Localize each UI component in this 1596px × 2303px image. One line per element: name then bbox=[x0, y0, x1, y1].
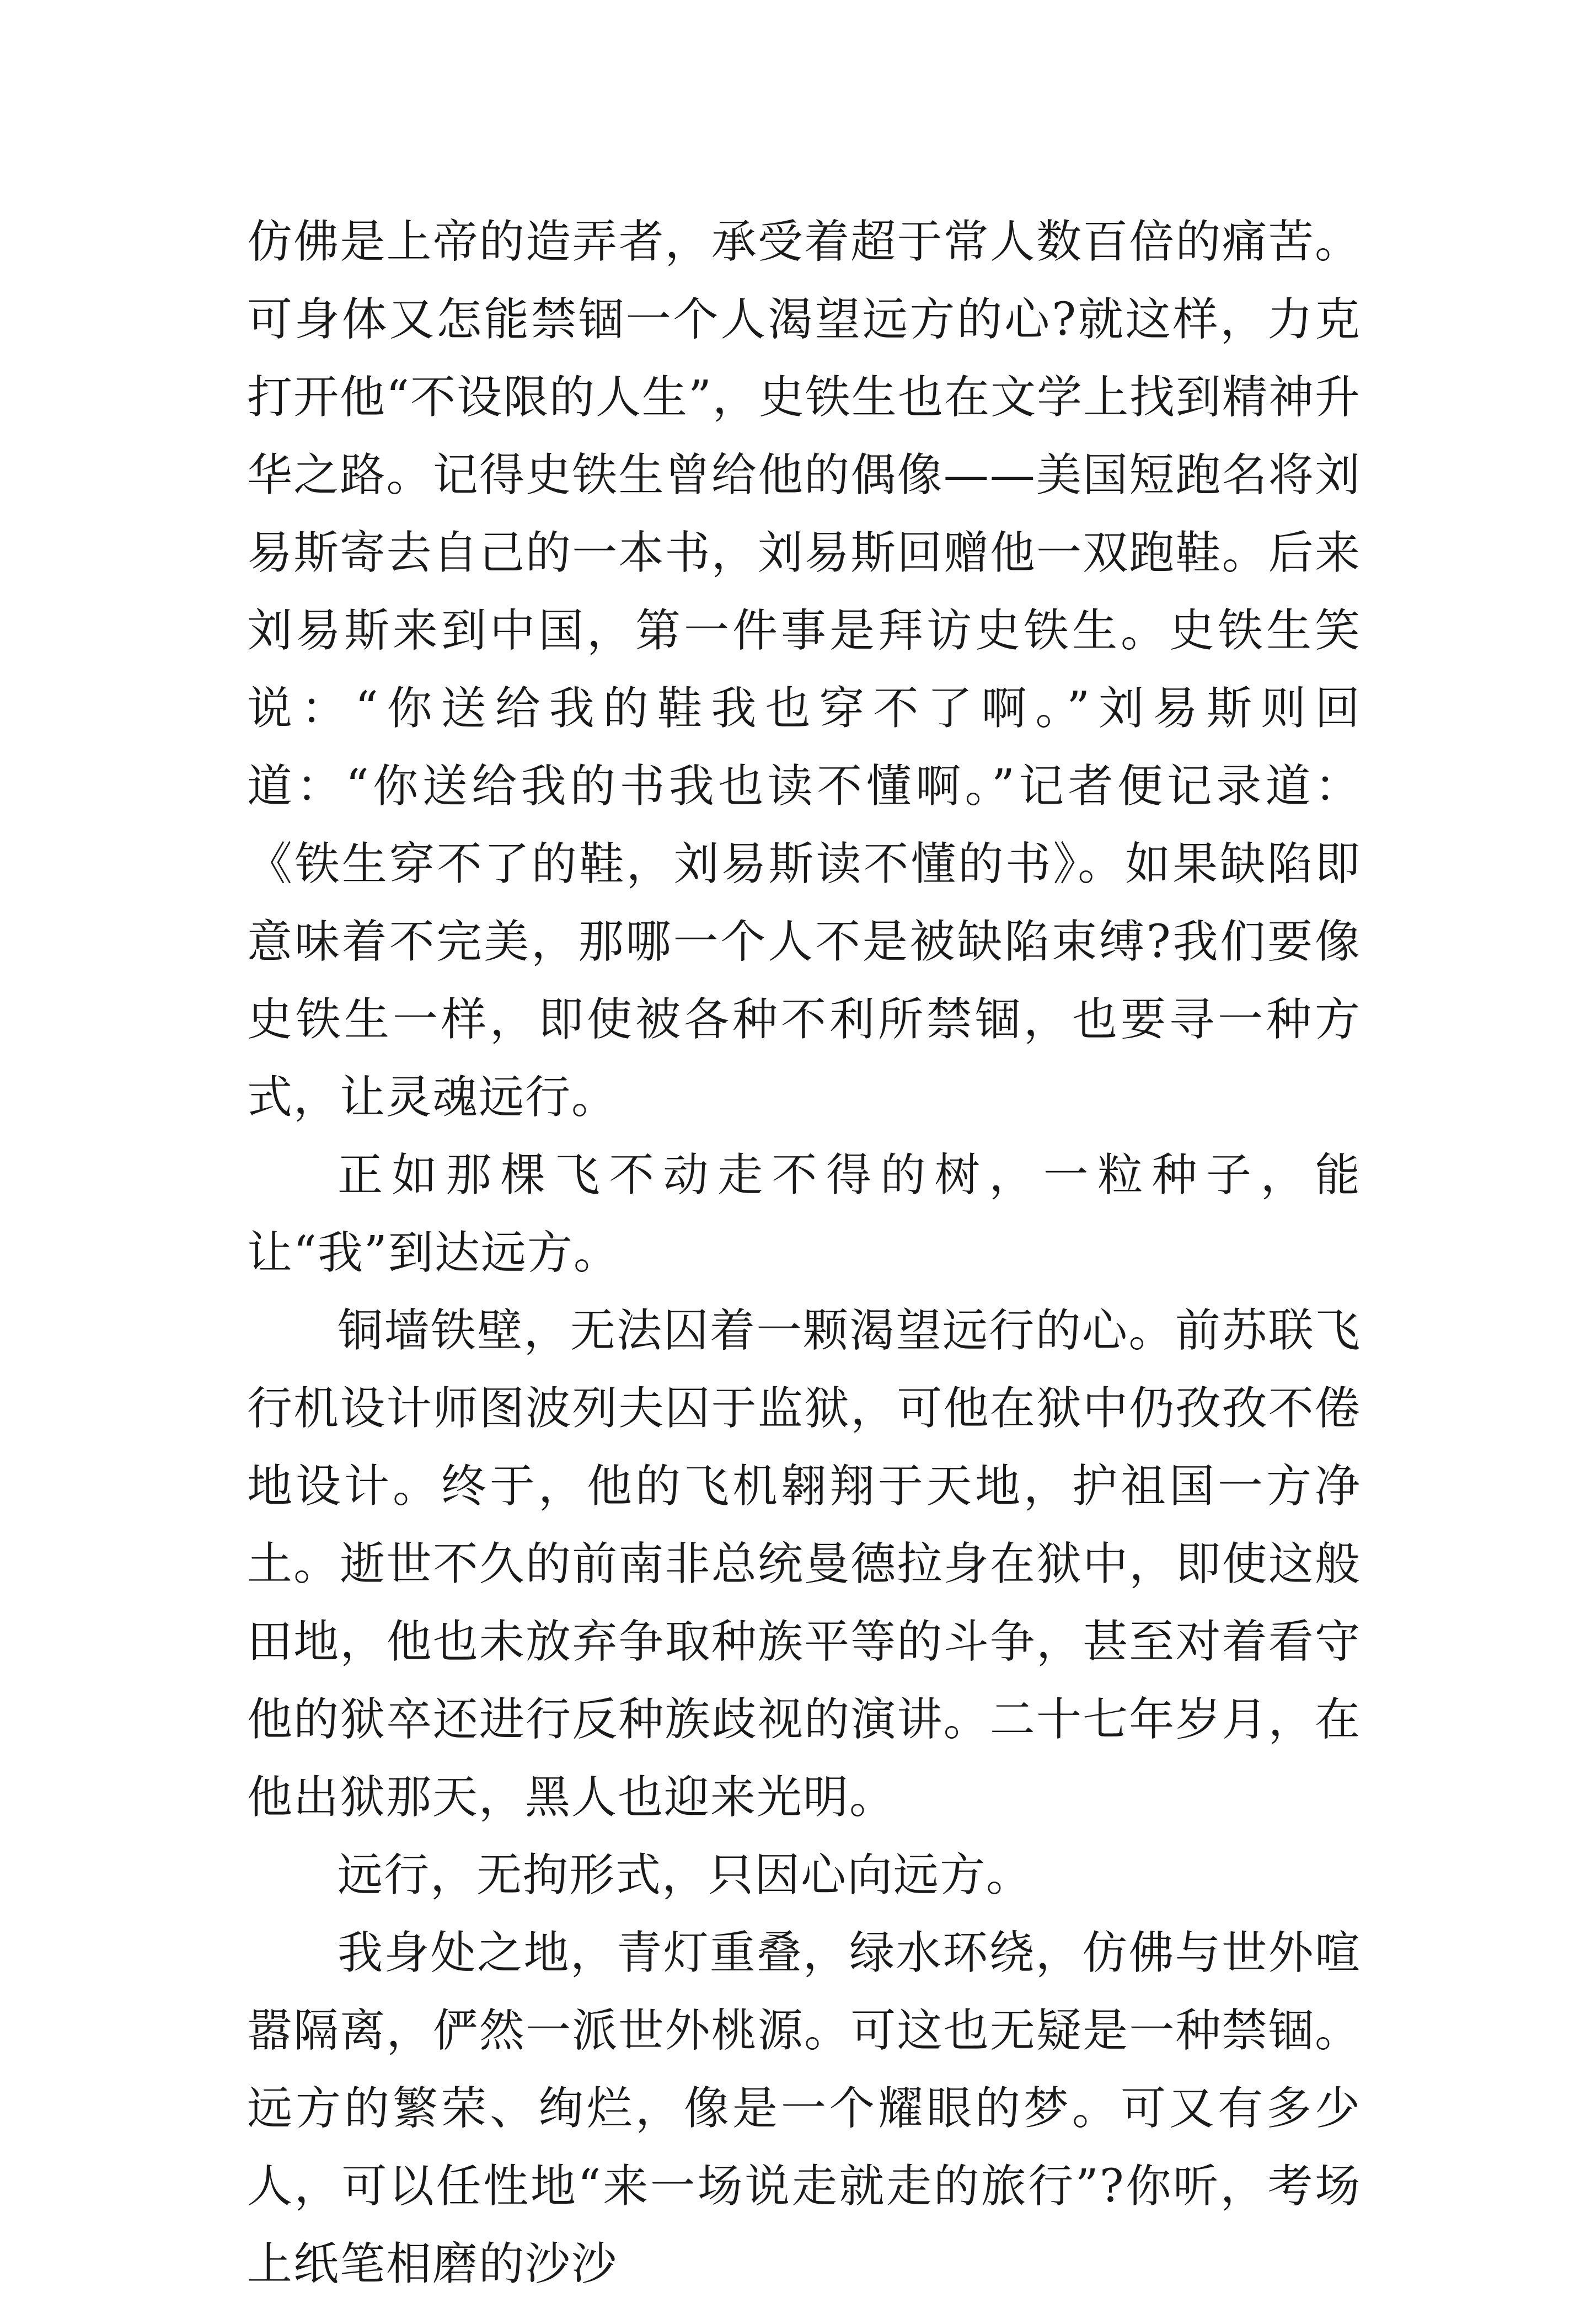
paragraph-3: 铜墙铁壁，无法囚着一颗渴望远行的心。前苏联飞行机设计师图波列夫囚于监狱，可他在狱中仍孜孜不倦地设计。终于，他的飞机翱翔于天地，护祖国一方净土。逝世不久的前南非总统曼德拉身在狱中，即使这般田地，他也未放弃争取种族平等的斗争，甚至对着看守他的狱卒还进行反种族歧视的演讲。二十七年岁月，在他出狱那天，黑人也迎来光明。 bbox=[247, 1305, 1361, 1824]
paragraph-2: 正如那棵飞不动走不得的树，一粒种子，能让“我”到达远方。 bbox=[247, 1149, 1361, 1279]
paragraph-5: 我身处之地，青灯重叠，绿水环绕，仿佛与世外喧嚣隔离，俨然一派世外桃源。可这也无疑是一种禁锢。远方的繁荣、绚烂，像是一个耀眼的梦。可又有多少人，可以任性地“来一场说走就走的旅行”?你听，考场上纸笔相磨的沙沙 bbox=[247, 1927, 1361, 2290]
paragraph-1: 仿佛是上帝的造弄者，承受着超于常人数百倍的痛苦。可身体又怎能禁锢一个人渴望远方的心?就这样，力克打开他“不设限的人生”，史铁生也在文学上找到精神升华之路。记得史铁生曾给他的偶像——美国短跑名将刘易斯寄去自己的一本书，刘易斯回赠他一双跑鞋。后来刘易斯来到中国，第一件事是拜访史铁生。史铁生笑说：“你送给我的鞋我也穿不了啊。”刘易斯则回道：“你送给我的书我也读不懂啊。”记者便记录道：《铁生穿不了的鞋，刘易斯读不懂的书》。如果缺陷即意味着不完美，那哪一个人不是被缺陷束缚?我们要像史铁生一样，即使被各种不利所禁锢，也要寻一种方式，让灵魂远行。 bbox=[247, 216, 1361, 1124]
essay-body bbox=[247, 203, 1361, 2303]
paragraph-4: 远行，无拘形式，只因心向远方。 bbox=[338, 1849, 1033, 1901]
